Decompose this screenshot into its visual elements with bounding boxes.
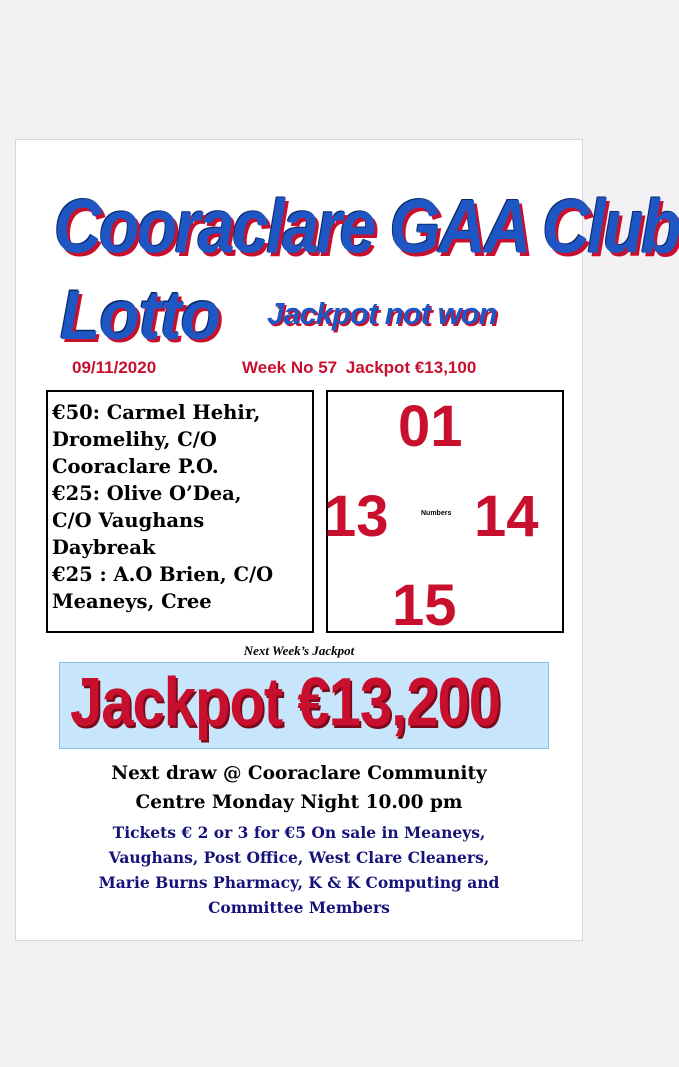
next-jackpot-amount: Jackpot €13,200 [70, 664, 500, 741]
drawn-number: 01 [398, 394, 463, 459]
ticket-line: Marie Burns Pharmacy, K & K Computing and [98, 873, 500, 892]
next-draw-line: Centre Monday Night 10.00 pm [135, 792, 463, 813]
winners-box [46, 390, 314, 633]
winner-line: Meaneys, Cree [52, 590, 212, 613]
ticket-line: Tickets € 2 or 3 for €5 On sale in Meaneys, [112, 823, 486, 842]
winner-line: €25: Olive O’Dea, [52, 482, 242, 505]
next-draw-line: Next draw @ Cooraclare Community [111, 763, 487, 784]
next-jackpot-banner [59, 662, 549, 749]
numbers-box [324, 390, 564, 638]
winner-line: Cooraclare P.O. [52, 455, 219, 478]
winner-line: Dromelihy, C/O [52, 428, 217, 451]
week-jackpot-line [242, 358, 480, 378]
winner-line: Daybreak [52, 536, 156, 559]
next-week-label: Next Week’s Jackpot [243, 643, 355, 658]
winner-line: €25 : A.O Brien, C/O [52, 563, 274, 586]
numbers-label: Numbers [421, 510, 452, 517]
drawn-number: 14 [474, 484, 539, 549]
lotto-poster [15, 139, 679, 941]
drawn-number: 15 [392, 573, 457, 638]
next-draw-info [16, 759, 582, 817]
winner-line: €50: Carmel Hehir, [52, 401, 261, 424]
draw-date: 09/11/2020 [72, 358, 157, 377]
drawn-number: 13 [324, 484, 389, 549]
ticket-info [16, 820, 582, 920]
lotto-heading: Lotto [60, 275, 220, 354]
jackpot-status: Jackpot not won [267, 296, 497, 331]
winner-line: C/O Vaughans [52, 509, 205, 532]
week-number: Week No 57 [242, 358, 338, 377]
current-jackpot: Jackpot €13,100 [345, 358, 477, 377]
club-title: Cooraclare GAA Club [54, 183, 679, 269]
ticket-line: Vaughans, Post Office, West Clare Cleaners, [108, 848, 490, 867]
ticket-line: Committee Members [208, 898, 390, 917]
